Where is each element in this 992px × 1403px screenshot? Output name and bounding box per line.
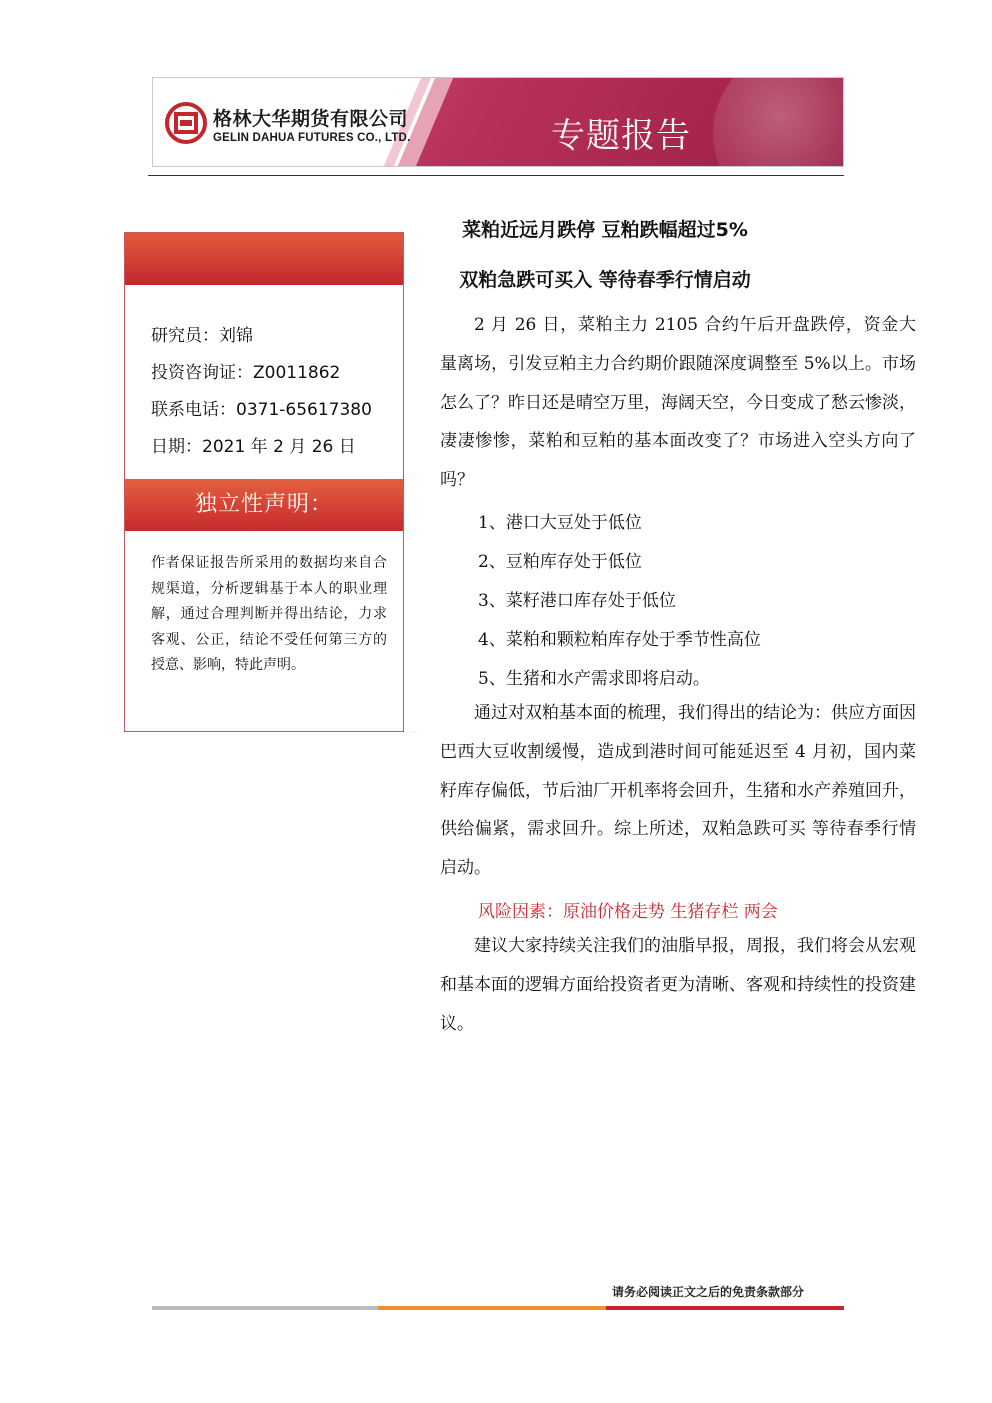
report-date: 日期：2021 年 2 月 26 日 <box>151 437 356 457</box>
globe-decoration <box>713 77 844 167</box>
report-header <box>152 77 844 167</box>
company-name-en: GELIN DAHUA FUTURES CO., LTD. <box>213 132 411 144</box>
list-item: 1、港口大豆处于低位 <box>478 513 642 533</box>
footer-bar-red <box>606 1306 844 1310</box>
risk-factors: 风险因素：原油价格走势 生猪存栏 两会 <box>478 902 778 922</box>
list-item: 5、生猪和水产需求即将启动。 <box>478 669 710 689</box>
footer-bar-orange <box>378 1306 606 1310</box>
company-logo-icon <box>165 102 207 144</box>
report-type-title: 专题报告 <box>551 116 691 156</box>
author-sidebar <box>124 232 404 732</box>
conclusion-paragraph: 通过对双粕基本面的梳理，我们得出的结论为：供应方面因巴西大豆收割缓慢，造成到港时间可能延迟至 4 月初，国内菜籽库存偏低，节后油厂开机率将会回升，生猪和水产养殖回升，供给偏紧，需求回升。综上所述，双粕急跌可买 等待春季行情启动。 <box>440 703 916 879</box>
company-name-cn: 格林大华期货有限公司 <box>213 108 409 130</box>
intro-paragraph: 2 月 26 日，菜粕主力 2105 合约午后开盘跌停，资金大量离场，引发豆粕主力合约期价跟随深度调整至 5%以上。市场怎么了？昨日还是晴空万里，海阔天空，今日变成了愁云惨淡，凄凄惨惨，菜粕和豆粕的基本面改变了？市场进入空头方向了吗？ <box>440 315 916 491</box>
advice-paragraph: 建议大家持续关注我们的油脂早报，周报，我们将会从宏观和基本面的逻辑方面给投资者更为清晰、客观和持续性的投资建议。 <box>440 936 916 1034</box>
footer-bar-gray <box>152 1306 378 1310</box>
list-item: 2、豆粕库存处于低位 <box>478 552 642 572</box>
header-divider <box>148 175 844 176</box>
researcher-name: 研究员：刘锦 <box>151 326 253 346</box>
article-subtitle: 双粕急跌可买入 等待春季行情启动 <box>459 269 751 291</box>
disclaimer-note: 请务必阅读正文之后的免责条款部分 <box>612 1285 805 1299</box>
sidebar-top-bar <box>125 233 403 285</box>
license-number: 投资咨询证：Z0011862 <box>151 363 341 383</box>
declaration-text: 作者保证报告所采用的数据均来自合规渠道，分析逻辑基于本人的职业理解，通过合理判断并得出结论，力求客观、公正，结论不受任何第三方的授意、影响，特此声明。 <box>151 555 387 673</box>
contact-phone: 联系电话：0371-65617380 <box>151 400 372 420</box>
declaration-title: 独立性声明： <box>125 479 403 531</box>
article-title: 菜粕近远月跌停 豆粕跌幅超过5% <box>462 219 748 241</box>
list-item: 3、菜籽港口库存处于低位 <box>478 591 676 611</box>
list-item: 4、菜粕和颗粒粕库存处于季节性高位 <box>478 630 761 650</box>
